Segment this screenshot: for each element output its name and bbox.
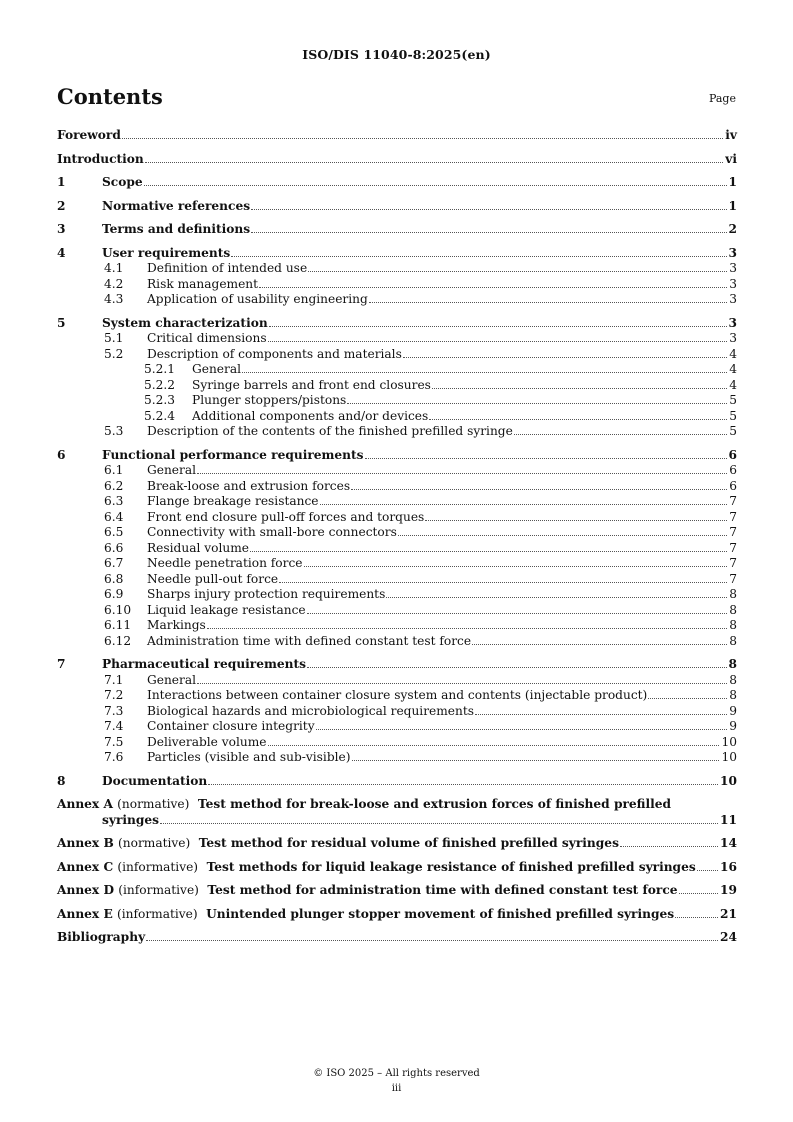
toc-page: 16: [720, 859, 737, 874]
toc-number: 7.2: [104, 688, 124, 702]
leader-dots: [679, 893, 719, 894]
leader-dots: [208, 784, 718, 785]
toc-entry-6-9[interactable]: [57, 587, 737, 603]
leader-dots: [398, 535, 727, 536]
toc-page: 14: [720, 836, 737, 850]
toc-page: 4: [729, 377, 737, 392]
toc-label: Liquid leakage resistance: [147, 602, 306, 617]
annex-type: (normative): [117, 797, 190, 811]
toc-label: Plunger stoppers/pistons: [192, 393, 347, 407]
toc-entry-5-1[interactable]: [57, 331, 737, 347]
toc-entry-5-2-4[interactable]: [57, 409, 737, 425]
annex-title: Test methods for liquid leakage resistance of finished prefilled syringes: [206, 859, 696, 874]
toc-number: 4.3: [104, 292, 124, 306]
toc-page: 1: [728, 175, 737, 189]
toc-label: Application of usability engineering: [147, 292, 368, 306]
leader-dots: [160, 823, 718, 824]
toc-number: 6.5: [104, 525, 124, 539]
toc-entry-3[interactable]: [57, 222, 737, 238]
toc-number: 7.3: [104, 703, 124, 718]
toc-number: 6.6: [104, 540, 124, 555]
toc-page: 8: [728, 657, 737, 671]
leader-dots: [146, 940, 718, 941]
toc-entry-5-2-3[interactable]: [57, 393, 737, 409]
toc-page: 6: [729, 463, 737, 477]
toc-page: 8: [729, 602, 737, 617]
toc-entry-6-2[interactable]: [57, 479, 737, 495]
toc-label: Needle pull-out force: [147, 571, 279, 586]
leader-dots: [197, 473, 727, 474]
toc-label: Container closure integrity: [147, 719, 315, 733]
toc-entry-6-5[interactable]: [57, 525, 737, 541]
annex-title: Unintended plunger stopper movement of finished prefilled syringes: [206, 906, 675, 921]
toc-entry-6-6[interactable]: [57, 541, 737, 557]
toc-number: 3: [57, 222, 66, 236]
toc-number: 4.1: [104, 261, 124, 275]
toc-label: Particles (visible and sub-visible): [147, 750, 351, 764]
toc-page: 19: [720, 883, 737, 897]
toc-number: 4: [57, 245, 66, 260]
toc-label: Terms and definitions: [102, 222, 251, 236]
leader-dots: [231, 256, 726, 257]
toc-number: 6.9: [104, 587, 124, 601]
toc-label: Administration time with defined constant test force: [147, 633, 472, 648]
annex-line: [57, 883, 678, 899]
toc-page: 2: [728, 222, 737, 236]
toc-entry-4[interactable]: [57, 246, 737, 262]
toc-entry-6-4[interactable]: [57, 510, 737, 526]
toc-entry-6-7[interactable]: [57, 556, 737, 572]
toc-page: 6: [729, 478, 737, 493]
toc-label: User requirements: [102, 245, 231, 260]
toc-entry-7-2[interactable]: [57, 688, 737, 704]
toc-entry-5-2-2[interactable]: [57, 378, 737, 394]
leader-dots: [268, 341, 728, 342]
leader-dots: [365, 458, 727, 459]
toc-label: Definition of intended use: [147, 261, 308, 275]
annex-label: Annex A: [57, 797, 113, 811]
toc-label: Flange breakage resistance: [147, 494, 319, 508]
toc-number: 6.10: [104, 602, 132, 617]
toc-number: 5.2.3: [144, 393, 176, 407]
leader-dots: [320, 504, 728, 505]
toc-number: 6.8: [104, 571, 124, 586]
toc-entry-1[interactable]: [57, 175, 737, 191]
leader-dots: [316, 729, 728, 730]
table-of-contents: [57, 128, 737, 946]
toc-entry-6[interactable]: [57, 448, 737, 464]
toc-number: 5.2.2: [144, 377, 176, 392]
toc-page: 8: [729, 672, 737, 687]
leader-dots: [514, 434, 727, 435]
toc-number: 6.2: [104, 478, 124, 493]
toc-label: Break-loose and extrusion forces: [147, 478, 351, 493]
page-column-label: Page: [708, 92, 736, 105]
toc-label: System characterization: [102, 315, 268, 330]
leader-dots: [386, 597, 727, 598]
toc-page: 4: [729, 362, 737, 376]
toc-page: 3: [729, 261, 737, 275]
toc-number: 4.2: [104, 276, 124, 291]
toc-label: General: [147, 672, 196, 687]
toc-number: 1: [57, 175, 66, 189]
toc-entry-7-4[interactable]: [57, 719, 737, 735]
leader-dots: [308, 271, 727, 272]
toc-entry-7-5[interactable]: [57, 735, 737, 751]
toc-page: iv: [725, 128, 737, 142]
leader-dots: [251, 209, 726, 210]
toc-entry-6-12[interactable]: [57, 634, 737, 650]
leader-dots: [432, 388, 727, 389]
toc-page: 11: [720, 812, 737, 827]
toc-number: 5.3: [104, 424, 124, 438]
toc-page: 8: [729, 688, 737, 702]
toc-entry-annex-c[interactable]: [57, 860, 737, 876]
toc-label: Documentation: [102, 773, 208, 788]
toc-page: 9: [729, 703, 737, 718]
toc-page: 4: [729, 346, 737, 361]
toc-page: 7: [729, 494, 737, 508]
toc-number: 6: [57, 447, 66, 462]
annex-label: Annex D: [57, 883, 115, 897]
toc-page: 8: [729, 587, 737, 601]
annex-label: Annex E: [57, 906, 113, 921]
leader-dots: [122, 138, 723, 139]
toc-label: Sharps injury protection requirements: [147, 587, 386, 601]
leader-dots: [620, 846, 718, 847]
toc-entry-2[interactable]: [57, 199, 737, 215]
toc-entry-introduction[interactable]: [57, 152, 737, 168]
annex-line: [57, 860, 696, 876]
leader-dots: [250, 551, 727, 552]
toc-page: 7: [729, 556, 737, 570]
leader-dots: [197, 683, 727, 684]
toc-entry-foreword[interactable]: [57, 128, 737, 144]
leader-dots: [207, 628, 727, 629]
toc-page: 3: [729, 331, 737, 345]
leader-dots: [347, 403, 727, 404]
leader-dots: [351, 489, 727, 490]
toc-label: General: [192, 362, 241, 376]
toc-number: 6.4: [104, 509, 124, 524]
leader-dots: [472, 644, 727, 645]
toc-page: 10: [720, 773, 737, 788]
toc-page: vi: [725, 151, 737, 166]
toc-label: Syringe barrels and front end closures: [192, 377, 431, 392]
toc-label: Residual volume: [147, 540, 249, 555]
toc-label: Needle penetration force: [147, 556, 303, 570]
leader-dots: [403, 357, 727, 358]
toc-label: Front end closure pull-off forces and torques: [147, 509, 425, 524]
annex-label: Annex C: [57, 859, 114, 874]
toc-page: 6: [728, 447, 737, 462]
toc-number: 5.2: [104, 346, 124, 361]
toc-number: 8: [57, 773, 66, 788]
toc-label: General: [147, 463, 196, 477]
leader-dots: [307, 667, 727, 668]
toc-page: 7: [729, 525, 737, 539]
toc-number: 2: [57, 198, 66, 213]
toc-entry-7-3[interactable]: [57, 704, 737, 720]
toc-number: 6.1: [104, 463, 124, 477]
annex-type: (normative): [118, 836, 191, 850]
page-number: iii: [391, 1083, 402, 1094]
toc-entry-8[interactable]: [57, 774, 737, 790]
toc-number: 6.3: [104, 494, 124, 508]
annex-title: Test method for administration time with defined constant test force: [207, 883, 678, 897]
toc-entry-annex-b[interactable]: [57, 836, 737, 852]
annex-title-continued: syringes: [102, 812, 159, 827]
toc-page: 10: [721, 734, 737, 749]
toc-page: 7: [729, 540, 737, 555]
annex-title: Test method for break-loose and extrusion forces of finished prefilled: [197, 797, 672, 811]
toc-page: 1: [728, 198, 737, 213]
annex-line: [57, 907, 674, 923]
toc-page: 24: [720, 930, 737, 944]
toc-page: 3: [728, 245, 737, 260]
toc-entry-4-1[interactable]: [57, 261, 737, 277]
toc-entry-annex-e[interactable]: [57, 907, 737, 923]
leader-dots: [425, 520, 727, 521]
toc-label: Pharmaceutical requirements: [102, 657, 306, 671]
toc-entry-4-2[interactable]: [57, 277, 737, 293]
toc-page: 5: [729, 424, 737, 438]
toc-entry-6-8[interactable]: [57, 572, 737, 588]
toc-page: 8: [729, 618, 737, 632]
leader-dots: [145, 162, 723, 163]
toc-entry-7[interactable]: [57, 657, 737, 673]
toc-entry-5-3[interactable]: [57, 424, 737, 440]
toc-page: 3: [729, 292, 737, 306]
annex-type: (informative): [116, 906, 198, 921]
toc-entry-7-1[interactable]: [57, 673, 737, 689]
toc-label: Additional components and/or devices: [192, 408, 429, 423]
leader-dots: [304, 566, 728, 567]
toc-entry-5-2-1[interactable]: [57, 362, 737, 378]
annex-type: (informative): [117, 859, 199, 874]
toc-number: 7.4: [104, 719, 124, 733]
document-header: ISO/DIS 11040-8:2025(en): [302, 47, 491, 62]
annex-type: (informative): [118, 883, 199, 897]
toc-page: 5: [729, 393, 737, 407]
toc-number: 7.5: [104, 734, 124, 749]
toc-page: 7: [729, 509, 737, 524]
toc-number: 6.7: [104, 556, 124, 570]
leader-dots: [144, 185, 727, 186]
toc-label: Deliverable volume: [147, 734, 267, 749]
toc-entry-6-3[interactable]: [57, 494, 737, 510]
toc-label: Introduction: [57, 151, 144, 166]
leader-dots: [675, 917, 718, 918]
toc-entry-annex-d[interactable]: [57, 883, 737, 899]
toc-number: 5.2.1: [144, 362, 176, 376]
toc-label: Critical dimensions: [147, 331, 267, 345]
toc-page: 5: [729, 408, 737, 423]
annex-label: Annex B: [57, 836, 114, 850]
toc-label: Foreword: [57, 128, 121, 142]
leader-dots: [648, 698, 727, 699]
leader-dots: [259, 287, 727, 288]
toc-entry-annex-a[interactable]: [57, 797, 737, 828]
toc-page: 8: [729, 633, 737, 648]
toc-entry-6-10[interactable]: [57, 603, 737, 619]
page-footer: [0, 1066, 793, 1096]
toc-number: 5: [57, 315, 66, 330]
leader-dots: [307, 613, 728, 614]
toc-entry-6-1[interactable]: [57, 463, 737, 479]
toc-number: 7.1: [104, 672, 124, 687]
toc-page: 7: [729, 571, 737, 586]
annex-line: [57, 836, 619, 852]
leader-dots: [268, 745, 720, 746]
leader-dots: [475, 714, 727, 715]
toc-number: 6.12: [104, 633, 132, 648]
toc-entry-4-3[interactable]: [57, 292, 737, 308]
leader-dots: [242, 372, 727, 373]
toc-label: Markings: [147, 618, 206, 632]
leader-dots: [279, 582, 727, 583]
toc-label: Bibliography: [57, 930, 146, 944]
toc-entry-6-11[interactable]: [57, 618, 737, 634]
toc-label: Functional performance requirements: [102, 447, 364, 462]
toc-page: 21: [720, 906, 737, 921]
toc-label: Scope: [102, 175, 143, 189]
toc-entry-7-6[interactable]: [57, 750, 737, 766]
toc-entry-bibliography[interactable]: [57, 930, 737, 946]
toc-number: 6.11: [104, 618, 132, 632]
toc-label: Interactions between container closure system and contents (injectable product): [147, 688, 648, 702]
toc-number: 7.6: [104, 750, 124, 764]
leader-dots: [369, 302, 727, 303]
page-title: Contents: [57, 84, 163, 109]
toc-number: 7: [57, 657, 66, 671]
toc-label: Biological hazards and microbiological requirements: [147, 703, 475, 718]
toc-entry-5[interactable]: [57, 316, 737, 332]
copyright-notice: © ISO 2025 – All rights reserved: [313, 1068, 480, 1079]
annex-title: Test method for residual volume of finished prefilled syringes: [198, 836, 619, 850]
toc-label: Normative references: [102, 198, 251, 213]
leader-dots: [352, 760, 720, 761]
toc-page: 9: [729, 719, 737, 733]
toc-label: Description of the contents of the finished prefilled syringe: [147, 424, 513, 438]
toc-page: 3: [728, 315, 737, 330]
toc-number: 5.2.4: [144, 408, 176, 423]
toc-label: Connectivity with small-bore connectors: [147, 525, 397, 539]
toc-entry-5-2[interactable]: [57, 347, 737, 363]
toc-page: 3: [729, 276, 737, 291]
toc-label: Description of components and materials: [147, 346, 402, 361]
leader-dots: [429, 419, 727, 420]
toc-label: Risk management: [147, 276, 259, 291]
toc-number: 5.1: [104, 331, 124, 345]
toc-page: 10: [721, 750, 737, 764]
leader-dots: [697, 870, 718, 871]
leader-dots: [251, 232, 726, 233]
leader-dots: [269, 326, 727, 327]
